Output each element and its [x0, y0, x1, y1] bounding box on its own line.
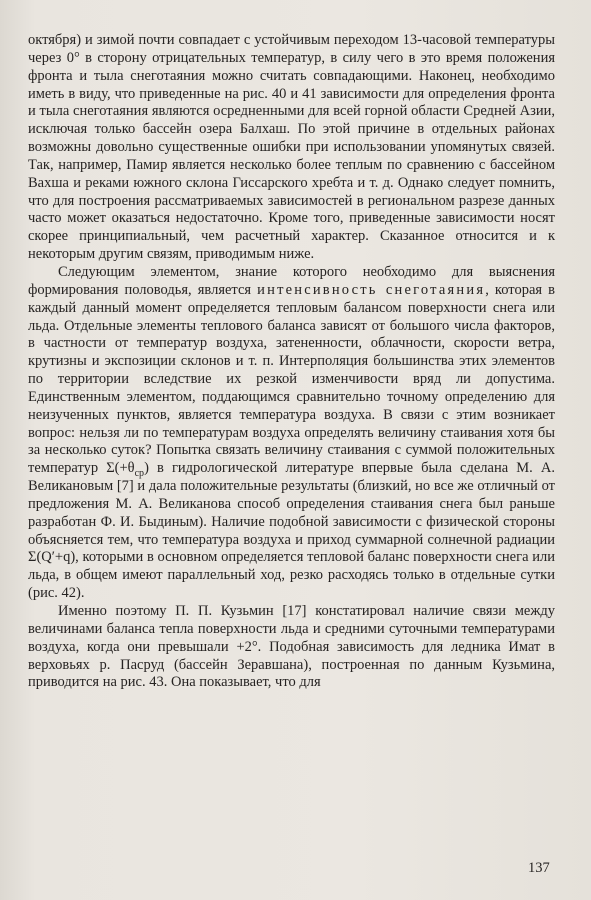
page-number: 137	[528, 860, 550, 876]
text-segment: Именно поэтому П. П. Кузьмин [17] констатировал наличие связи между величинами баланса тепла поверхности льда и средними суточными температурами воздуха, когда они превышали +2°. Подобная зависимость для ледника Имат в верховьях р. Пасруд (бассейн Зеравшана), построенная по данным Кузьмина, приводится на рис. 43. Она показывает, что для	[28, 603, 555, 691]
text-segment: , которая в каждый данный момент определяется тепловым балансом поверхности снега или льда. Отдельные элементы теплового баланса зависят от большого числа факторов, в частности от температур воздуха, затененности, облачности, скорости ветра, крутизны и экспозиции склонов и т. п. Интерполяция большинства этих элементов по территории вследствие их резкой изменчивости вряд ли допустима. Единственным элементом, поддающимся сравнительно точному определению для неизученных пунктов, является температура воздуха. В связи с этим возникает вопрос: нельзя ли по температурам воздуха определять величину стаивания хотя бы за несколько суток? Попытка связать величину стаивания с суммой положительных температур Σ(+θ	[28, 281, 555, 477]
paragraph-p3	[28, 603, 555, 692]
text-segment: октября) и зимой почти совпадает с устойчивым переходом 13-часовой температуры через 0° в сторону отрицательных температур, в силу чего в это время положения фронта и тыла снеготаяния можно считать совпадающими. Наконец, необходимо иметь в виду, что приведенные на рис. 40 и 41 зависимости для определения фронта и тыла снеготаяния являются осредненными для всей горной области Средней Азии, исключая только бассейн озера Балхаш. По этой причине в отдельных районах возможны довольно существенные ошибки при использовании упомянутых связей. Так, например, Памир является несколько более теплым по сравнению с бассейном Вахша и реками южного склона Гиссарского хребта и т. д. Однако следует помнить, что для построения рассматриваемых зависимостей в региональном разрезе данных часто может оказаться недостаточно. Кроме того, приведенные зависимости носят скорее принципиальный, чем расчетный характер. Сказанное относится и к некоторым другим связям, приводимым ниже.	[28, 32, 555, 263]
subscript-text: ср	[134, 468, 145, 480]
text-segment: ) в гидрологической литературе впервые была сделана М. А. Великановым [7] и дала положительные результаты (близкий, но все же отличный от предложения М. А. Великанова способ определения стаивания снега был раньше разработан Ф. И. Быдиным). Наличие подобной зависимости с физической стороны объясняется тем, что температура воздуха и приход суммарной солнечной радиации Σ(Q′+q), которыми в основном определяется тепловой баланс поверхности снега или льда, в общем имеют параллельный ход, резко расходясь только в отдельные сутки (рис. 42).	[28, 460, 555, 602]
paragraph-p1	[28, 32, 555, 264]
body-text	[28, 32, 555, 692]
text-segment: Следующим элементом, знание которого необходимо для выяснения формирования половодья, является	[28, 263, 555, 298]
emphasized-term: интенсивность снеготаяния	[257, 281, 486, 298]
paragraph-p2	[28, 264, 555, 603]
